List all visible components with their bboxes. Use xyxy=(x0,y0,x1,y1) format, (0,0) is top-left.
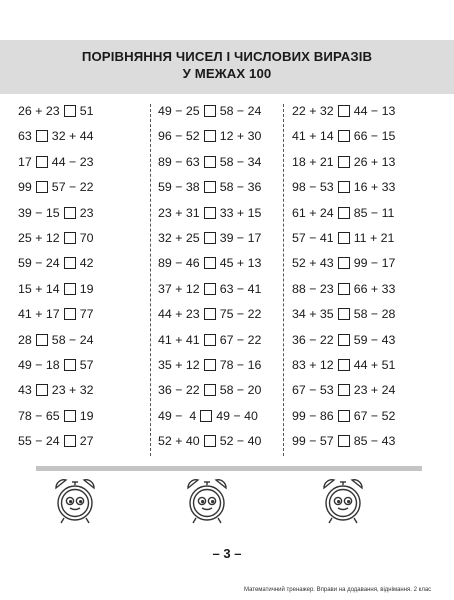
footer-caption: Математичний тренажер. Вправи на додавання, віднімання. 2 клас xyxy=(244,587,432,593)
left-expression: 39 − 15 xyxy=(18,205,60,220)
answer-box[interactable] xyxy=(64,207,76,219)
right-expression: 77 xyxy=(79,307,94,322)
answer-box[interactable] xyxy=(338,181,350,193)
right-expression: 39 − 17 xyxy=(219,231,262,245)
exercise-row xyxy=(18,433,93,449)
page-number: – 3 – xyxy=(212,546,242,561)
right-expression: 51 xyxy=(79,104,94,118)
right-expression: 57 xyxy=(79,358,94,372)
left-expression: 63 xyxy=(18,129,32,144)
answer-box[interactable] xyxy=(204,207,216,219)
right-expression: 19 xyxy=(79,408,94,423)
left-expression: 59 − 38 xyxy=(158,180,200,195)
left-expression: 44 + 23 xyxy=(158,307,200,322)
left-expression: 32 + 25 xyxy=(158,231,200,245)
exercise-row xyxy=(158,306,261,322)
left-expression: 41 + 17 xyxy=(18,307,60,322)
answer-box[interactable] xyxy=(204,232,216,244)
answer-box[interactable] xyxy=(338,156,350,168)
exercise-row xyxy=(292,255,395,271)
right-expression: 23 + 32 xyxy=(51,383,94,398)
answer-box[interactable] xyxy=(36,156,48,168)
exercise-row xyxy=(18,103,93,119)
right-expression: 63 − 41 xyxy=(219,281,262,296)
answer-box[interactable] xyxy=(338,105,350,117)
left-expression: 78 − 65 xyxy=(18,408,60,423)
exercise-row xyxy=(18,128,93,144)
page-title xyxy=(0,48,454,82)
exercise-row xyxy=(292,281,395,297)
left-expression: 96 − 52 xyxy=(158,129,200,144)
left-expression: 23 + 31 xyxy=(158,205,200,220)
answer-box[interactable] xyxy=(338,232,350,244)
exercise-row xyxy=(292,332,395,348)
exercise-row xyxy=(158,332,261,348)
answer-box[interactable] xyxy=(204,435,216,447)
left-expression: 41 + 41 xyxy=(158,332,200,347)
answer-box[interactable] xyxy=(338,207,350,219)
exercise-row xyxy=(18,205,93,221)
right-expression: 78 − 16 xyxy=(219,358,262,372)
exercise-row xyxy=(158,433,261,449)
left-expression: 99 − 57 xyxy=(292,434,334,449)
left-expression: 36 − 22 xyxy=(158,383,200,398)
exercise-row xyxy=(18,255,93,271)
exercise-row xyxy=(18,179,93,195)
exercise-row xyxy=(292,154,395,170)
left-expression: 18 + 21 xyxy=(292,154,334,169)
title-line-1: ПОРІВНЯННЯ ЧИСЕЛ І ЧИСЛОВИХ ВИРАЗІВ xyxy=(81,49,373,64)
left-expression: 28 xyxy=(18,332,32,347)
answer-box[interactable] xyxy=(204,257,216,269)
answer-box[interactable] xyxy=(64,257,76,269)
exercise-row xyxy=(18,357,93,373)
right-expression: 11 + 21 xyxy=(353,231,395,245)
answer-box[interactable] xyxy=(204,156,216,168)
answer-box[interactable] xyxy=(204,105,216,117)
title-line-2: У МЕЖАХ 100 xyxy=(182,66,272,81)
right-expression: 52 − 40 xyxy=(219,434,262,449)
answer-box[interactable] xyxy=(338,359,350,371)
column-divider xyxy=(283,104,284,456)
answer-box[interactable] xyxy=(338,283,350,295)
right-expression: 67 − 22 xyxy=(219,332,262,347)
exercise-row xyxy=(292,128,395,144)
exercise-row xyxy=(292,357,395,373)
exercise-row xyxy=(158,382,261,398)
exercise-row xyxy=(292,103,395,119)
exercise-row xyxy=(158,357,261,373)
alarm-clock-icon xyxy=(50,476,100,526)
right-expression: 67 − 52 xyxy=(353,408,396,423)
exercise-row xyxy=(158,154,261,170)
right-expression: 23 xyxy=(79,205,94,220)
left-expression: 49 − 4 xyxy=(158,408,197,423)
right-expression: 33 + 15 xyxy=(219,205,262,220)
left-expression: 34 + 35 xyxy=(292,307,334,322)
right-expression: 32 + 44 xyxy=(51,129,94,144)
left-expression: 61 + 24 xyxy=(292,205,334,220)
answer-box[interactable] xyxy=(36,334,48,346)
exercise-row xyxy=(18,230,93,246)
left-expression: 49 − 25 xyxy=(158,104,200,118)
right-expression: 66 + 33 xyxy=(353,281,396,296)
answer-box[interactable] xyxy=(64,283,76,295)
right-expression: 44 − 13 xyxy=(353,104,396,118)
right-expression: 58 − 20 xyxy=(219,383,262,398)
right-expression: 49 − 40 xyxy=(216,408,258,423)
exercise-row xyxy=(18,306,93,322)
right-expression: 16 + 33 xyxy=(353,180,396,195)
left-expression: 15 + 14 xyxy=(18,281,60,296)
answer-box[interactable] xyxy=(338,334,350,346)
right-expression: 58 − 28 xyxy=(353,307,396,322)
exercise-row xyxy=(158,281,261,297)
answer-box[interactable] xyxy=(36,181,48,193)
right-expression: 99 − 17 xyxy=(353,256,396,271)
exercise-row xyxy=(18,332,93,348)
right-expression: 75 − 22 xyxy=(219,307,262,322)
exercise-row xyxy=(158,103,261,119)
left-expression: 52 + 40 xyxy=(158,434,200,449)
exercise-row xyxy=(158,408,258,424)
exercise-row xyxy=(158,205,261,221)
left-expression: 35 + 12 xyxy=(158,358,200,372)
right-expression: 59 − 43 xyxy=(353,332,396,347)
answer-box[interactable] xyxy=(204,130,216,142)
answer-box[interactable] xyxy=(64,435,76,447)
left-expression: 37 + 12 xyxy=(158,281,200,296)
exercise-row xyxy=(292,433,395,449)
answer-box[interactable] xyxy=(204,384,216,396)
right-expression: 58 − 34 xyxy=(219,154,262,169)
answer-box[interactable] xyxy=(204,308,216,320)
right-expression: 58 − 36 xyxy=(219,180,262,195)
answer-box[interactable] xyxy=(204,283,216,295)
exercise-row xyxy=(292,408,395,424)
answer-box[interactable] xyxy=(338,257,350,269)
alarm-clock-icon xyxy=(318,476,368,526)
right-expression: 27 xyxy=(79,434,94,449)
answer-box[interactable] xyxy=(36,384,48,396)
left-expression: 41 + 14 xyxy=(292,129,334,144)
right-expression: 44 + 51 xyxy=(353,358,396,372)
left-expression: 43 xyxy=(18,383,32,398)
left-expression: 17 xyxy=(18,154,32,169)
answer-box[interactable] xyxy=(64,308,76,320)
exercise-row xyxy=(18,408,93,424)
left-expression: 55 − 24 xyxy=(18,434,60,449)
left-expression: 89 − 46 xyxy=(158,256,200,271)
answer-box[interactable] xyxy=(64,232,76,244)
left-expression: 99 − 86 xyxy=(292,408,334,423)
right-expression: 12 + 30 xyxy=(219,129,262,144)
exercise-row xyxy=(292,306,395,322)
exercise-row xyxy=(158,128,261,144)
right-expression: 19 xyxy=(79,281,94,296)
left-expression: 26 + 23 xyxy=(18,104,60,118)
exercise-row xyxy=(158,230,261,246)
left-expression: 52 + 43 xyxy=(292,256,334,271)
right-expression: 42 xyxy=(79,256,94,271)
exercise-row xyxy=(158,179,261,195)
exercise-row xyxy=(292,179,395,195)
right-expression: 70 xyxy=(79,231,94,245)
exercise-row xyxy=(158,255,261,271)
exercise-row xyxy=(292,230,394,246)
left-expression: 83 + 12 xyxy=(292,358,334,372)
exercise-row xyxy=(18,382,93,398)
left-expression: 25 + 12 xyxy=(18,231,60,245)
bottom-divider-bar xyxy=(36,466,422,471)
left-expression: 67 − 53 xyxy=(292,383,334,398)
left-expression: 98 − 53 xyxy=(292,180,334,195)
answer-box[interactable] xyxy=(338,384,350,396)
answer-box[interactable] xyxy=(36,130,48,142)
right-expression: 85 − 11 xyxy=(353,205,395,220)
left-expression: 88 − 23 xyxy=(292,281,334,296)
answer-box[interactable] xyxy=(64,410,76,422)
left-expression: 49 − 18 xyxy=(18,358,60,372)
answer-box[interactable] xyxy=(64,105,76,117)
answer-box[interactable] xyxy=(338,410,350,422)
answer-box[interactable] xyxy=(200,410,212,422)
right-expression: 44 − 23 xyxy=(51,154,94,169)
alarm-clock-icon xyxy=(182,476,232,526)
left-expression: 89 − 63 xyxy=(158,154,200,169)
right-expression: 45 + 13 xyxy=(219,256,262,271)
left-expression: 22 + 32 xyxy=(292,104,334,118)
column-divider xyxy=(150,104,151,456)
exercise-row xyxy=(18,281,93,297)
answer-box[interactable] xyxy=(204,359,216,371)
answer-box[interactable] xyxy=(338,130,350,142)
right-expression: 66 − 15 xyxy=(353,129,396,144)
right-expression: 58 − 24 xyxy=(51,332,94,347)
answer-box[interactable] xyxy=(338,435,350,447)
left-expression: 99 xyxy=(18,180,32,195)
left-expression: 59 − 24 xyxy=(18,256,60,271)
right-expression: 57 − 22 xyxy=(51,180,94,195)
left-expression: 57 − 41 xyxy=(292,231,334,245)
right-expression: 23 + 24 xyxy=(353,383,396,398)
exercise-row xyxy=(18,154,93,170)
left-expression: 36 − 22 xyxy=(292,332,334,347)
right-expression: 58 − 24 xyxy=(219,104,262,118)
right-expression: 26 + 13 xyxy=(353,154,396,169)
exercise-row xyxy=(292,382,395,398)
exercise-row xyxy=(292,205,394,221)
answer-box[interactable] xyxy=(204,334,216,346)
right-expression: 85 − 43 xyxy=(353,434,396,449)
answer-box[interactable] xyxy=(64,359,76,371)
answer-box[interactable] xyxy=(204,181,216,193)
answer-box[interactable] xyxy=(338,308,350,320)
